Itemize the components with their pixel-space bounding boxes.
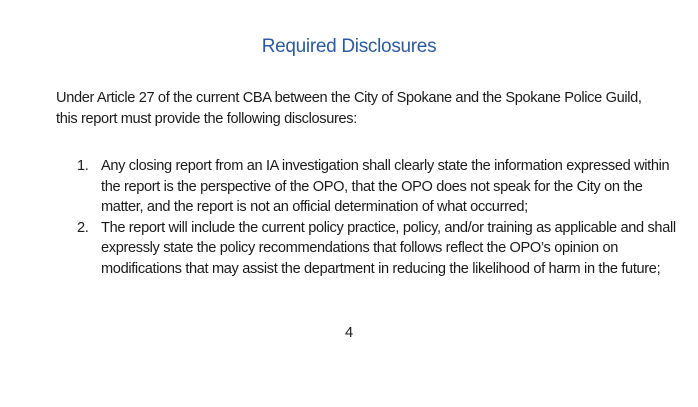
list-item [0, 156, 698, 218]
list-item-text: Any closing report from an IA investigation shall clearly state the information expressed within the report is the perspective of the OPO, that the OPO does not speak for the City on the matter, and the report is not an official determination of what occurred; [101, 158, 670, 215]
list-item-number: 1. [77, 158, 89, 174]
page-title: Required Disclosures [261, 36, 437, 57]
list-item-text: The report will include the current policy practice, policy, and/or training as applicable and shall expressly state the policy recommendations that follows reflect the OPO’s opinion on modifications that may assist the department in reducing the likelihood of harm in the future; [101, 219, 676, 277]
intro-paragraph: Under Article 27 of the current CBA between the City of Spokane and the Spokane Police Guild, this report must provide the following disclosures: [56, 90, 642, 127]
list-item-number: 2. [77, 219, 89, 236]
page-number: 4 [344, 325, 354, 341]
list-item [0, 218, 698, 280]
disclosures-list [0, 156, 698, 279]
